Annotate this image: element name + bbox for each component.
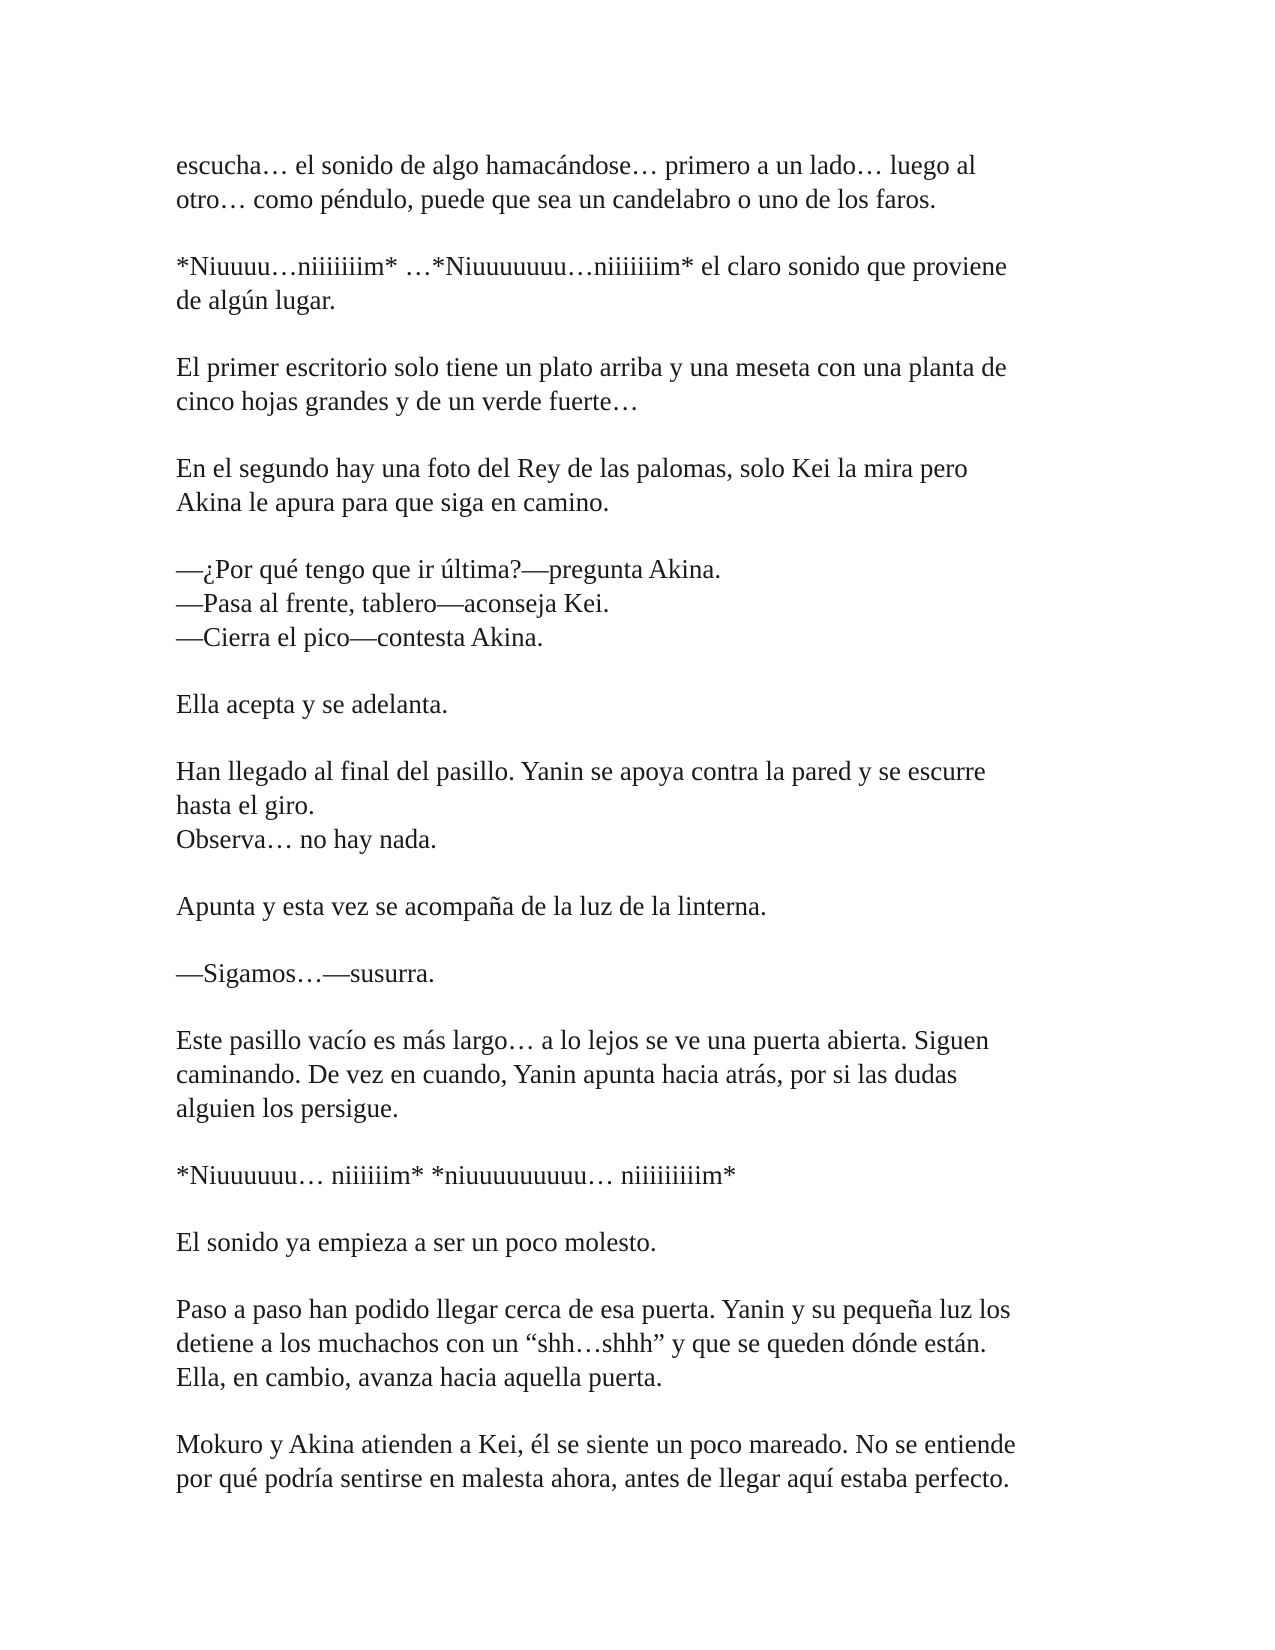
text-line: Ella acepta y se adelanta. (176, 689, 449, 719)
dialogue-line: —Pasa al frente, tablero—aconseja Kei. (176, 588, 610, 618)
page-body (176, 148, 1116, 1528)
text-line: Apunta y esta vez se acompaña de la luz de la linterna. (176, 891, 767, 921)
text-line: Han llegado al final del pasillo. Yanin se apoya contra la pared y se escurre (176, 756, 986, 786)
dialogue-line: —¿Por qué tengo que ir última?—pregunta Akina. (176, 554, 722, 584)
paragraph (176, 1023, 1116, 1125)
text-line: escucha… el sonido de algo hamacándose… primero a un lado… luego al (176, 150, 976, 180)
paragraph (176, 1292, 1116, 1394)
text-line: Este pasillo vacío es más largo… a lo lejos se ve una puerta abierta. Siguen (176, 1025, 990, 1055)
dialogue-line: —Cierra el pico—contesta Akina. (176, 622, 544, 652)
paragraph (176, 889, 1116, 923)
text-line: por qué podría sentirse en malesta ahora, antes de llegar aquí estaba perfecto. (176, 1463, 1010, 1493)
text-line: caminando. De vez en cuando, Yanin apunta hacia atrás, por si las dudas (176, 1059, 958, 1089)
text-line: *Niuuuuuu… niiiiiim* *niuuuuuuuuu… niiiiiiiiim* (176, 1160, 737, 1190)
text-line: de algún lugar. (176, 285, 336, 315)
dialogue-block (176, 956, 1116, 990)
text-line: El primer escritorio solo tiene un plato arriba y una meseta con una planta de (176, 352, 1007, 382)
dialogue-block (176, 552, 1116, 654)
text-line: Observa… no hay nada. (176, 824, 437, 854)
paragraph (176, 1427, 1116, 1495)
paragraph (176, 148, 1116, 216)
text-line: otro… como péndulo, puede que sea un candelabro o uno de los faros. (176, 184, 937, 214)
paragraph (176, 1158, 1116, 1192)
text-line: *Niuuuu…niiiiiiim* …*Niuuuuuuu…niiiiiiim* el claro sonido que proviene (176, 251, 1007, 281)
text-line: detiene a los muchachos con un “shh…shhh” y que se queden dónde están. (176, 1328, 987, 1358)
dialogue-line: —Sigamos…—susurra. (176, 958, 435, 988)
paragraph (176, 451, 1116, 519)
text-line: En el segundo hay una foto del Rey de las palomas, solo Kei la mira pero (176, 453, 968, 483)
paragraph (176, 687, 1116, 721)
text-line: hasta el giro. (176, 790, 315, 820)
text-line: Ella, en cambio, avanza hacia aquella puerta. (176, 1362, 663, 1392)
paragraph (176, 1225, 1116, 1259)
paragraph (176, 249, 1116, 317)
text-line: El sonido ya empieza a ser un poco molesto. (176, 1227, 657, 1257)
text-line: Paso a paso han podido llegar cerca de esa puerta. Yanin y su pequeña luz los (176, 1294, 1011, 1324)
text-line: Akina le apura para que siga en camino. (176, 487, 610, 517)
paragraph (176, 754, 1116, 856)
text-line: alguien los persigue. (176, 1093, 399, 1123)
text-line: cinco hojas grandes y de un verde fuerte… (176, 386, 639, 416)
paragraph (176, 350, 1116, 418)
text-line: Mokuro y Akina atienden a Kei, él se siente un poco mareado. No se entiende (176, 1429, 1016, 1459)
